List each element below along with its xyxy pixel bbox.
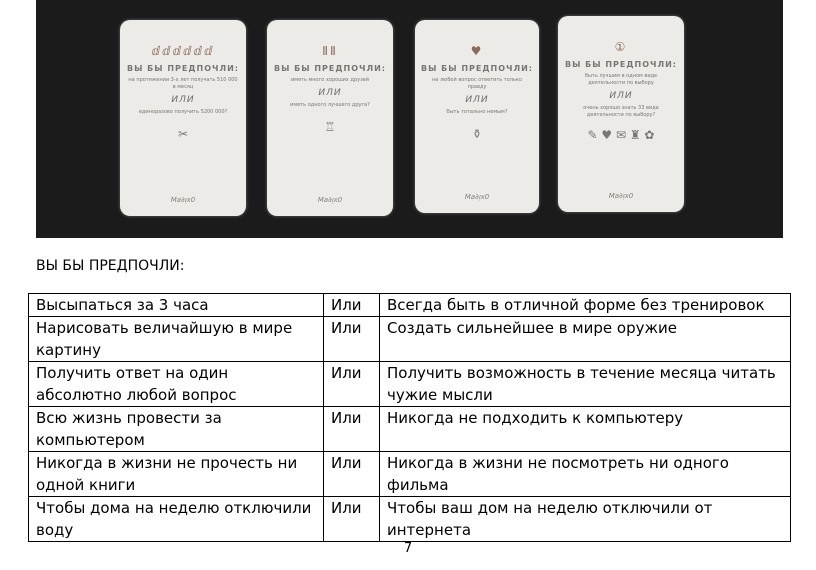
card-signature: Ma∂ᴉx0 <box>317 196 343 204</box>
option-a: Всю жизнь провести за компьютером <box>29 407 324 452</box>
scissors-icon: ✂ <box>177 127 189 141</box>
activities-icons: ✎ ♥ ✉ ♜ ✿ <box>587 128 655 142</box>
vase-icon: ⚱ <box>471 127 483 141</box>
cards-photo <box>36 0 783 238</box>
figure-icon: ♖ <box>324 120 336 134</box>
table-row <box>29 497 791 542</box>
card-title: ВЫ БЫ ПРЕДПОЧЛИ: <box>127 64 239 73</box>
or-cell: Или <box>324 317 380 362</box>
card-signature: Ma∂ᴉx0 <box>170 196 196 204</box>
card-1 <box>120 20 246 216</box>
card-option-1: быть лучшим в одном виде деятельности по выбору <box>584 73 658 86</box>
card-decoration: ♥ <box>470 44 484 58</box>
table-row <box>29 407 791 452</box>
or-cell: Или <box>324 497 380 542</box>
card-or: ИЛИ <box>318 88 342 98</box>
card-4 <box>558 16 684 212</box>
option-a: Нарисовать величайшую в мире картину <box>29 317 324 362</box>
card-option-2: быть тотально немым? <box>446 109 508 115</box>
card-option-1: на любой вопрос ответить только правду <box>432 77 522 90</box>
option-b: Всегда быть в отличной форме без тренировок <box>380 294 791 317</box>
or-cell: Или <box>324 452 380 497</box>
option-a: Высыпаться за 3 часа <box>29 294 324 317</box>
card-decoration: ① <box>614 40 628 54</box>
card-title: ВЫ БЫ ПРЕДПОЧЛИ: <box>421 64 533 73</box>
card-or: ИЛИ <box>465 95 489 105</box>
card-signature: Ma∂ᴉx0 <box>608 192 634 200</box>
card-option-2: единоразово получить 5200 000? <box>138 109 228 115</box>
card-signature: Ma∂ᴉx0 <box>464 193 490 201</box>
or-cell: Или <box>324 407 380 452</box>
section-heading: ВЫ БЫ ПРЕДПОЧЛИ: <box>36 258 185 274</box>
option-b: Создать сильнейшее в мире оружие <box>380 317 791 362</box>
option-a: Никогда в жизни не прочесть ни одной книги <box>29 452 324 497</box>
card-option-1: иметь много хороших друзей <box>290 77 370 83</box>
card-title: ВЫ БЫ ПРЕДПОЧЛИ: <box>565 60 677 69</box>
option-b: Чтобы ваш дом на неделю отключили от интернета <box>380 497 791 542</box>
table-row <box>29 452 791 497</box>
card-3 <box>415 20 539 213</box>
card-decoration: ⅡⅡ <box>322 44 338 58</box>
choices-table <box>28 293 791 542</box>
option-b: Никогда в жизни не посмотреть ни одного фильма <box>380 452 791 497</box>
table-row <box>29 294 791 317</box>
card-option-2: иметь одного лучшего друга? <box>290 102 370 108</box>
table-row <box>29 362 791 407</box>
option-a: Чтобы дома на неделю отключили воду <box>29 497 324 542</box>
or-cell: Или <box>324 294 380 317</box>
card-2 <box>267 20 393 216</box>
card-or: ИЛИ <box>609 91 633 101</box>
card-decoration: ⅆⅆⅆⅆⅆⅆ <box>151 44 215 58</box>
card-title: ВЫ БЫ ПРЕДПОЧЛИ: <box>274 64 386 73</box>
option-b: Получить возможность в течение месяца читать чужие мысли <box>380 362 791 407</box>
card-option-1: на протяжении 3-х лет получать 510 000 в месяц <box>128 77 238 90</box>
or-cell: Или <box>324 362 380 407</box>
card-option-2: очень хорошо знать 33 вида деятельности по выбору? <box>583 105 659 118</box>
option-b: Никогда не подходить к компьютеру <box>380 407 791 452</box>
table-row <box>29 317 791 362</box>
page-number: 7 <box>403 541 413 556</box>
card-or: ИЛИ <box>171 95 195 105</box>
option-a: Получить ответ на один абсолютно любой вопрос <box>29 362 324 407</box>
